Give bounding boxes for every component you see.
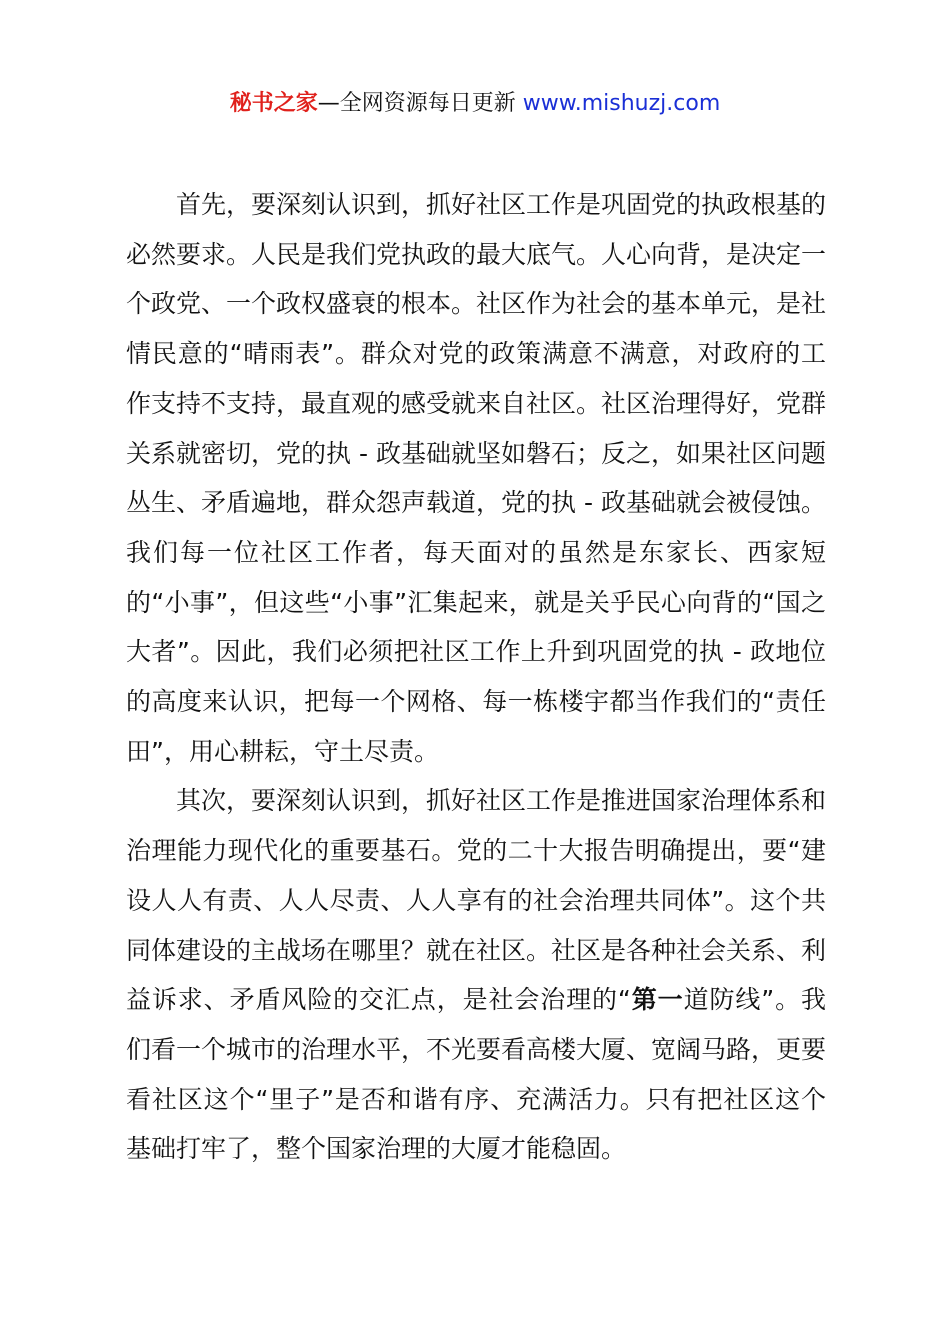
website-link[interactable]: www.mishuzj.com bbox=[522, 91, 721, 116]
document-body bbox=[126, 180, 826, 1174]
paragraph-2 bbox=[126, 776, 826, 1174]
document-header bbox=[0, 88, 950, 120]
paragraph-2-text-end: 道防线”。我们看一个城市的治理水平，不光要看高楼大厦、宽阔马路，更要看社区这个“里子”是否和谐有序、充满活力。只有把社区这个基础打牢了，整个国家治理的大厦才能稳固。 bbox=[126, 985, 827, 1164]
paragraph-2-text-start: 其次，要深刻认识到，抓好社区工作是推进国家治理体系和治理能力现代化的重要基石。党的二十大报告明确提出，要“建设人人有责、人人尽责、人人享有的社会治理共同体”。这个共同体建设的主战场在哪里？就在社区。社区是各种社会关系、利益诉求、矛盾风险的交汇点，是社会治理的“ bbox=[126, 786, 827, 1015]
paragraph-1: 首先，要深刻认识到，抓好社区工作是巩固党的执政根基的必然要求。人民是我们党执政的最大底气。人心向背，是决定一个政党、一个政权盛衰的根本。社区作为社会的基本单元，是社情民意的“晴雨表”。群众对党的政策满意不满意，对政府的工作支持不支持，最直观的感受就来自社区。社区治理得好，党群关系就密切，党的执 - 政基础就坚如磐石；反之，如果社区问题丛生、矛盾遍地，群众怨声载道，党的执 - 政基础就会被侵蚀。我们每一位社区工作者，每天面对的虽然是东家长、西家短的“小事”，但这些“小事”汇集起来，就是关乎民心向背的“国之大者”。因此，我们必须把社区工作上升到巩固党的执 - 政地位的高度来认识，把每一个网格、每一栋楼宇都当作我们的“责任田”，用心耕耘，守土尽责。 bbox=[126, 190, 827, 766]
header-tagline: —全网资源每日更新 bbox=[317, 91, 523, 116]
brand-name: 秘书之家 bbox=[229, 91, 318, 116]
paragraph-2-bold-text: 第一 bbox=[630, 985, 684, 1015]
